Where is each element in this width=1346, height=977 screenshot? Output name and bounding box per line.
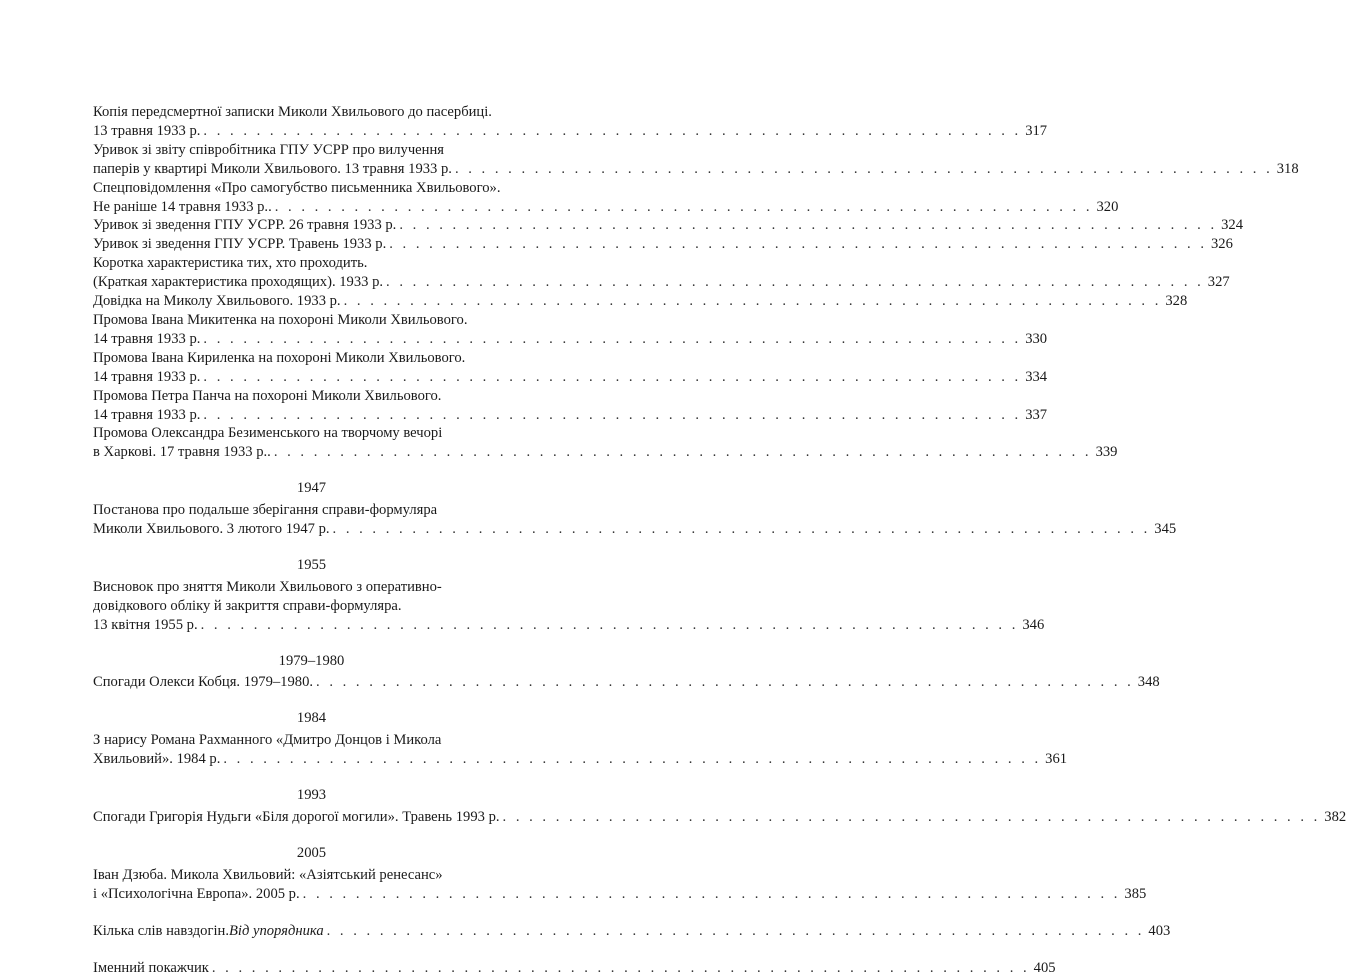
page-number: 382 xyxy=(1324,809,1346,825)
toc-entry-text: Довідка на Миколу Хвильового. 1933 р. xyxy=(93,293,341,310)
toc-entry-text: Спогади Олекси Кобця. 1979–1980. xyxy=(93,674,314,691)
toc-entry-line xyxy=(93,578,550,597)
toc-entry[interactable] xyxy=(93,578,1045,635)
leader-dots: . . . . . . . . . . . . . . . . . . . . . . . . . . . . . . . . . . . . . . . . . . . . . . . . . . . . . . . . . . . . . . xyxy=(274,198,1093,215)
toc-entry[interactable] xyxy=(93,387,1048,425)
table-of-contents xyxy=(93,103,1346,977)
spacer xyxy=(93,941,550,959)
toc-entry[interactable] xyxy=(93,235,1233,254)
toc-entry[interactable] xyxy=(93,179,1119,217)
toc-entry-text: паперів у квартирі Миколи Хвильового. 13 травня 1933 р. xyxy=(93,160,452,177)
toc-entry-line xyxy=(93,406,1048,425)
page-number: 339 xyxy=(1095,444,1118,461)
section-year-heading: 1947 xyxy=(296,480,327,497)
toc-entry-line xyxy=(93,424,550,443)
page-number: 328 xyxy=(1165,293,1188,310)
toc-entry[interactable] xyxy=(93,292,1188,311)
toc-entry-line xyxy=(93,501,550,520)
toc-entry-line xyxy=(93,368,1048,387)
toc-entry-text: Коротка характеристика тих, хто проходить. xyxy=(93,255,368,272)
toc-entry[interactable] xyxy=(93,254,1230,292)
toc-entry-line xyxy=(93,885,1147,904)
toc-entry-text: Іван Дзюба. Микола Хвильовий: «Азіятський ренесанс» xyxy=(93,866,443,883)
toc-entry-text: (Краткая характеристика проходящих). 1933 р. xyxy=(93,274,384,291)
section-year-heading: 1955 xyxy=(296,556,327,573)
toc-entry-text: 13 квітня 1955 р. xyxy=(93,616,198,633)
toc-entry-text: Постанова про подальше зберігання справи-формуляра xyxy=(93,502,438,519)
toc-entry-line xyxy=(93,103,550,122)
toc-entry-text: 14 травня 1933 р. xyxy=(93,406,201,423)
leader-dots: . . . . . . . . . . . . . . . . . . . . . . . . . . . . . . . . . . . . . . . . . . . . . . . . . . . . . . . . . . . . . . xyxy=(326,922,1145,939)
toc-entry-text: З нарису Романа Рахманного «Дмитро Донцов і Микола xyxy=(93,732,442,749)
afterword-author: Від упорядника xyxy=(228,922,324,939)
toc-entry-line xyxy=(93,731,550,750)
toc-entry-text: в Харкові. 17 травня 1933 р.. xyxy=(93,444,271,461)
leader-dots: . . . . . . . . . . . . . . . . . . . . . . . . . . . . . . . . . . . . . . . . . . . . . . . . . . . . . . . . . . . . . . xyxy=(316,674,1134,691)
page-number: 317 xyxy=(1025,122,1048,139)
section-year-heading: 1993 xyxy=(296,787,327,804)
toc-entry-text: Промова Петра Панча на похороні Миколи Хвильового. xyxy=(93,387,442,404)
toc-entry-line xyxy=(93,216,1243,235)
toc-entry-text: Уривок зі звіту співробітника ГПУ УСРР про вилучення xyxy=(93,141,444,158)
toc-entry-text: Спогади Григорія Нудьги «Біля дорогої могили». Травень 1993 р. xyxy=(93,809,500,825)
page-number: 320 xyxy=(1096,198,1119,215)
toc-entry-line xyxy=(93,673,1160,692)
leader-dots: . . . . . . . . . . . . . . . . . . . . . . . . . . . . . . . . . . . . . . . . . . . . . . . . . . . . . . . . . . . . . . xyxy=(343,293,1162,310)
toc-entry-text: Спецповідомлення «Про самогубство письменника Хвильового». xyxy=(93,179,501,196)
toc-entry[interactable] xyxy=(93,731,1068,769)
toc-entry-text: довідкового обліку й закриття справи-формуляра. xyxy=(93,597,402,614)
toc-entry-text: Висновок про зняття Миколи Хвильового з оперативно- xyxy=(93,578,442,595)
page-number: 345 xyxy=(1154,521,1177,538)
toc-entry-line xyxy=(93,349,550,368)
leader-dots: . . . . . . . . . . . . . . . . . . . . . . . . . . . . . . . . . . . . . . . . . . . . . . . . . . . . . . . . . . . . . . xyxy=(203,330,1022,347)
toc-entry-text: Промова Івана Кириленка на похороні Миколи Хвильового. xyxy=(93,349,466,366)
page-number: 346 xyxy=(1022,616,1045,633)
section-year-heading: 1979–1980 xyxy=(278,652,345,669)
toc-entry-text: Миколи Хвильового. 3 лютого 1947 р. xyxy=(93,521,330,538)
toc-year-section xyxy=(93,844,1147,904)
leader-dots: . . . . . . . . . . . . . . . . . . . . . . . . . . . . . . . . . . . . . . . . . . . . . . . . . . . . . . . . . . . . . . xyxy=(223,751,1042,768)
toc-entry-line xyxy=(93,235,1233,254)
page-number: 385 xyxy=(1124,885,1147,902)
toc-year-section xyxy=(93,556,1045,635)
toc-entry-line xyxy=(93,443,1118,462)
leader-dots: . . . . . . . . . . . . . . . . . . . . . . . . . . . . . . . . . . . . . . . . . . . . . . . . . . . . . . . . . . . . . . xyxy=(389,236,1207,253)
toc-entry-line xyxy=(93,520,1177,539)
leader-dots: . . . . . . . . . . . . . . . . . . . . . . . . . . . . . . . . . . . . . . . . . . . . . . . . . . . . . . . . . . . . . . xyxy=(302,885,1121,902)
leader-dots: . . . . . . . . . . . . . . . . . . . . . . . . . . . . . . . . . . . . . . . . . . . . . . . . . . . . . . . . . . . . . . xyxy=(386,274,1204,291)
toc-entry[interactable] xyxy=(93,141,1299,179)
toc-entry-line xyxy=(93,160,1299,179)
page-number: 326 xyxy=(1211,236,1233,253)
page-number: 348 xyxy=(1137,674,1160,691)
toc-year-section xyxy=(93,786,1346,827)
toc-entry[interactable] xyxy=(93,311,1048,349)
toc-entry-index[interactable] xyxy=(93,959,1056,977)
page-number: 337 xyxy=(1025,406,1048,423)
spacer xyxy=(93,904,550,922)
toc-entry-line xyxy=(93,387,550,406)
section-year-heading: 1984 xyxy=(296,710,327,727)
toc-entry-text: Уривок зі зведення ГПУ УСРР. Травень 1933 р. xyxy=(93,236,387,253)
toc-entry-line xyxy=(93,750,1068,769)
leader-dots: . . . . . . . . . . . . . . . . . . . . . . . . . . . . . . . . . . . . . . . . . . . . . . . . . . . . . . . . . . . . . . xyxy=(203,368,1022,385)
toc-entry-line xyxy=(93,179,550,198)
toc-entry-text: 14 травня 1933 р. xyxy=(93,368,201,385)
toc-entry-line xyxy=(93,616,1045,635)
toc-entry-line xyxy=(93,866,550,885)
toc-year-section xyxy=(93,652,1160,693)
toc-entry[interactable] xyxy=(93,216,1243,235)
section-year-heading: 2005 xyxy=(296,844,327,861)
toc-entry-line xyxy=(93,330,1048,349)
toc-entry[interactable] xyxy=(93,424,1118,462)
toc-entry-line xyxy=(93,292,1188,311)
toc-year-section xyxy=(93,709,1068,769)
page-number: 327 xyxy=(1207,274,1230,291)
leader-dots: . . . . . . . . . . . . . . . . . . . . . . . . . . . . . . . . . . . . . . . . . . . . . . . . . . . . . . . . . . . . . . xyxy=(203,406,1022,423)
toc-entry[interactable] xyxy=(93,866,1147,904)
page-number: 405 xyxy=(1033,959,1056,976)
toc-entry-text: Промова Івана Микитенка на похороні Миколи Хвильового. xyxy=(93,311,468,328)
index-title: Іменний покажчик xyxy=(93,959,209,976)
toc-entry-text: 14 травня 1933 р. xyxy=(93,330,201,347)
toc-entry[interactable] xyxy=(93,103,1048,141)
toc-entry-text: Промова Олександра Безименського на творчому вечорі xyxy=(93,425,443,442)
page-number: 361 xyxy=(1045,751,1068,768)
leader-dots: . . . . . . . . . . . . . . . . . . . . . . . . . . . . . . . . . . . . . . . . . . . . . . . . . . . . . . . . . . . . . . xyxy=(211,959,1030,976)
toc-entry-text: Копія передсмертної записки Миколи Хвильового до пасербиці. xyxy=(93,104,492,120)
toc-year-section xyxy=(93,479,1177,539)
toc-entry[interactable] xyxy=(93,501,1177,539)
leader-dots: . . . . . . . . . . . . . . . . . . . . . . . . . . . . . . . . . . . . . . . . . . . . . . . . . . . . . . . . . . . . . . xyxy=(502,809,1321,825)
afterword-title: Кілька слів навздогін. xyxy=(93,922,229,939)
leader-dots: . . . . . . . . . . . . . . . . . . . . . . . . . . . . . . . . . . . . . . . . . . . . . . . . . . . . . . . . . . . . . . xyxy=(273,444,1092,461)
page-number: 318 xyxy=(1276,160,1299,177)
toc-entry-text: Уривок зі зведення ГПУ УСРР. 26 травня 1933 р. xyxy=(93,217,397,234)
toc-entry-line xyxy=(93,808,1346,827)
toc-entry-line xyxy=(93,254,550,273)
toc-entry[interactable] xyxy=(93,808,1346,827)
toc-entry-line xyxy=(93,122,1048,141)
toc-entry-text: і «Психологічна Европа». 2005 р. xyxy=(93,885,300,902)
toc-entry-line xyxy=(93,311,550,330)
leader-dots: . . . . . . . . . . . . . . . . . . . . . . . . . . . . . . . . . . . . . . . . . . . . . . . . . . . . . . . . . . . . . . xyxy=(454,160,1273,177)
toc-entry-line xyxy=(93,141,550,160)
toc-entry[interactable] xyxy=(93,673,1160,692)
leader-dots: . . . . . . . . . . . . . . . . . . . . . . . . . . . . . . . . . . . . . . . . . . . . . . . . . . . . . . . . . . . . . . xyxy=(332,521,1151,538)
page-number: 330 xyxy=(1025,330,1048,347)
leader-dots: . . . . . . . . . . . . . . . . . . . . . . . . . . . . . . . . . . . . . . . . . . . . . . . . . . . . . . . . . . . . . . xyxy=(203,122,1022,139)
page-number: 324 xyxy=(1221,217,1243,234)
toc-entry-line xyxy=(93,273,1230,292)
toc-entry-text: Хвильовий». 1984 р. xyxy=(93,751,221,768)
leader-dots: . . . . . . . . . . . . . . . . . . . . . . . . . . . . . . . . . . . . . . . . . . . . . . . . . . . . . . . . . . . . . . xyxy=(200,616,1019,633)
leader-dots: . . . . . . . . . . . . . . . . . . . . . . . . . . . . . . . . . . . . . . . . . . . . . . . . . . . . . . . . . . . . . . xyxy=(399,217,1218,234)
toc-entry-afterword[interactable] xyxy=(93,922,1171,941)
page-number: 403 xyxy=(1148,922,1171,939)
toc-entry-line xyxy=(93,597,550,616)
toc-entry-text: Не раніше 14 травня 1933 р.. xyxy=(93,198,272,215)
page-number: 334 xyxy=(1025,368,1048,385)
toc-entry-text: 13 травня 1933 р. xyxy=(93,122,201,139)
toc-entry[interactable] xyxy=(93,349,1048,387)
toc-entry-line xyxy=(93,198,1119,217)
